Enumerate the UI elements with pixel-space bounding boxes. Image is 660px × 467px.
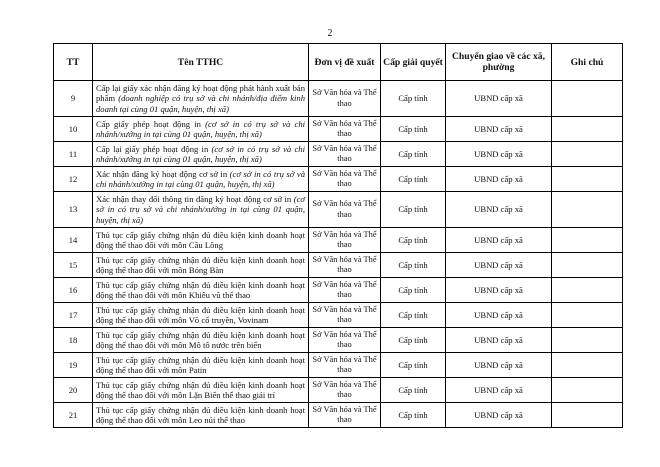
row-number: 12: [54, 167, 93, 192]
procedure-name: [93, 167, 309, 192]
resolution-level: Cấp tỉnh: [381, 117, 446, 142]
procedure-name-text: Xác nhận thay đổi thông tin đăng ký hoạt động cơ sở in: [96, 193, 294, 204]
header-note: Ghi chú: [552, 44, 623, 81]
transfer-target: UBND cấp xã: [446, 278, 552, 303]
transfer-target: UBND cấp xã: [446, 253, 552, 278]
procedure-scope-note: (doanh nghiệp có trụ sở và chi nhánh/địa điểm kinh doanh tại cùng 01 quận, huyện, thị xã): [96, 93, 306, 114]
note-cell: [552, 253, 623, 278]
procedure-name: [93, 192, 309, 228]
row-number: 21: [54, 403, 93, 428]
procedure-name-text: Cấp giấy phép hoạt động in: [96, 118, 206, 129]
table-row: [54, 278, 623, 303]
table-row: [54, 167, 623, 192]
resolution-level: Cấp tỉnh: [381, 378, 446, 403]
table-row: [54, 353, 623, 378]
resolution-level: Cấp tỉnh: [381, 228, 446, 253]
procedure-name: [93, 303, 309, 328]
proposing-agency: Sở Văn hóa và Thể thao: [309, 303, 381, 328]
note-cell: [552, 228, 623, 253]
note-cell: [552, 378, 623, 403]
table-row: [54, 253, 623, 278]
table-row: [54, 192, 623, 228]
header-resolution-level: Cấp giải quyết: [381, 44, 446, 81]
table-row: [54, 303, 623, 328]
proposing-agency: Sở Văn hóa và Thể thao: [309, 353, 381, 378]
transfer-target: UBND cấp xã: [446, 328, 552, 353]
note-cell: [552, 117, 623, 142]
proposing-agency: Sở Văn hóa và Thể thao: [309, 81, 381, 117]
procedure-name-text: Cấp lại giấy xác nhận đăng ký hoạt động phát hành xuất bản phẩm: [96, 82, 305, 104]
resolution-level: Cấp tỉnh: [381, 81, 446, 117]
proposing-agency: Sở Văn hóa và Thể thao: [309, 253, 381, 278]
table-row: [54, 117, 623, 142]
procedure-name: [93, 81, 309, 117]
proposing-agency: Sở Văn hóa và Thể thao: [309, 192, 381, 228]
resolution-level: Cấp tỉnh: [381, 278, 446, 303]
table-row: [54, 328, 623, 353]
resolution-level: Cấp tỉnh: [381, 253, 446, 278]
header-procedure-name: Tên TTHC: [93, 44, 309, 81]
resolution-level: Cấp tỉnh: [381, 353, 446, 378]
procedure-name-text: Thủ tục cấp giấy chứng nhận đủ điều kiện kinh doanh hoạt động thể thao đối với môn Lặn Biển thể thao giải trí: [96, 379, 305, 400]
procedure-name-text: Thủ tục cấp giấy chứng nhận đủ điều kiện kinh doanh hoạt động thể thao đối với môn Bóng Bàn: [96, 254, 305, 275]
proposing-agency: Sở Văn hóa và Thể thao: [309, 378, 381, 403]
procedure-scope-note: (cơ sở in có trụ sở và chi nhánh/xưởng in tại cùng 01 quận, huyện, thị xã): [96, 168, 306, 189]
note-cell: [552, 403, 623, 428]
procedure-name: [93, 228, 309, 253]
transfer-target: UBND cấp xã: [446, 142, 552, 167]
note-cell: [552, 328, 623, 353]
transfer-target: UBND cấp xã: [446, 353, 552, 378]
procedure-name-text: Thủ tục cấp giấy chứng nhận đủ điều kiện kinh doanh hoạt động thể thao đối với môn Patin: [96, 354, 305, 375]
row-number: 18: [54, 328, 93, 353]
procedure-name-text: Thủ tục cấp giấy chứng nhận đủ điều kiện kinh doanh hoạt động thể thao đối với môn Võ cổ truyền, Vovinam: [96, 304, 305, 325]
row-number: 17: [54, 303, 93, 328]
note-cell: [552, 142, 623, 167]
resolution-level: Cấp tỉnh: [381, 192, 446, 228]
transfer-target: UBND cấp xã: [446, 303, 552, 328]
procedure-name: [93, 328, 309, 353]
procedure-name: [93, 278, 309, 303]
resolution-level: Cấp tỉnh: [381, 142, 446, 167]
procedure-name: [93, 142, 309, 167]
header-transfer-to: Chuyển giao về các xã, phường: [446, 44, 552, 81]
resolution-level: Cấp tỉnh: [381, 167, 446, 192]
procedure-name-text: Cấp lại giấy phép hoạt động in: [96, 143, 212, 154]
resolution-level: Cấp tỉnh: [381, 403, 446, 428]
procedure-scope-note: (cơ sở in có trụ sở và chi nhánh/xưởng in tại cùng 01 quận, huyện, thị xã): [96, 193, 305, 225]
transfer-target: UBND cấp xã: [446, 81, 552, 117]
proposing-agency: Sở Văn hóa và Thể thao: [309, 228, 381, 253]
transfer-target: UBND cấp xã: [446, 192, 552, 228]
proposing-agency: Sở Văn hóa và Thể thao: [309, 328, 381, 353]
row-number: 11: [54, 142, 93, 167]
procedure-name-text: Thủ tục cấp giấy chứng nhận đủ điều kiện kinh doanh hoạt động thể thao đối với môn Khiêu vũ thể thao: [96, 279, 305, 300]
resolution-level: Cấp tỉnh: [381, 303, 446, 328]
proposing-agency: Sở Văn hóa và Thể thao: [309, 117, 381, 142]
table-row: [54, 81, 623, 117]
table-row: [54, 228, 623, 253]
procedure-name: [93, 117, 309, 142]
table-row: [54, 142, 623, 167]
procedure-name-text: Thủ tục cấp giấy chứng nhận đủ điều kiện kinh doanh hoạt động thể thao đối với môn Cầu Lông: [96, 229, 305, 250]
note-cell: [552, 278, 623, 303]
procedure-name: [93, 403, 309, 428]
transfer-target: UBND cấp xã: [446, 403, 552, 428]
row-number: 15: [54, 253, 93, 278]
table-header-row: [54, 44, 623, 81]
procedure-scope-note: (cơ sở in có trụ sở và chi nhánh/xưởng in tại cùng 01 quận, huyện, thị xã): [96, 118, 305, 139]
table-body: [54, 81, 623, 428]
procedure-name: [93, 353, 309, 378]
row-number: 13: [54, 192, 93, 228]
transfer-target: UBND cấp xã: [446, 378, 552, 403]
note-cell: [552, 303, 623, 328]
note-cell: [552, 81, 623, 117]
transfer-target: UBND cấp xã: [446, 228, 552, 253]
procedure-name: [93, 253, 309, 278]
resolution-level: Cấp tỉnh: [381, 328, 446, 353]
procedures-table: [53, 43, 623, 428]
row-number: 14: [54, 228, 93, 253]
procedure-name-text: Xác nhận đăng ký hoạt động cơ sở in: [96, 168, 230, 179]
row-number: 19: [54, 353, 93, 378]
row-number: 20: [54, 378, 93, 403]
proposing-agency: Sở Văn hóa và Thể thao: [309, 403, 381, 428]
procedure-name-text: Thủ tục cấp giấy chứng nhận đủ điều kiện kinh doanh hoạt động thể thao đối với môn Leo núi thể thao: [96, 404, 305, 425]
proposing-agency: Sở Văn hóa và Thể thao: [309, 167, 381, 192]
row-number: 10: [54, 117, 93, 142]
header-proposing-agency: Đơn vị đề xuất: [309, 44, 381, 81]
proposing-agency: Sở Văn hóa và Thể thao: [309, 278, 381, 303]
procedure-name-text: Thủ tục cấp giấy chứng nhận đủ điều kiện kinh doanh hoạt động thể thao đối với môn Mô tô nước trên biển: [96, 329, 305, 350]
page-number: 2: [327, 28, 333, 39]
transfer-target: UBND cấp xã: [446, 117, 552, 142]
proposing-agency: Sở Văn hóa và Thể thao: [309, 142, 381, 167]
procedure-scope-note: (cơ sở in có trụ sở và chi nhánh/xưởng in tại cùng 01 quận, huyện, thị xã): [96, 143, 305, 164]
header-tt: TT: [54, 44, 93, 81]
note-cell: [552, 353, 623, 378]
procedure-name: [93, 378, 309, 403]
table-row: [54, 378, 623, 403]
note-cell: [552, 167, 623, 192]
transfer-target: UBND cấp xã: [446, 167, 552, 192]
row-number: 9: [54, 81, 93, 117]
note-cell: [552, 192, 623, 228]
row-number: 16: [54, 278, 93, 303]
table-row: [54, 403, 623, 428]
